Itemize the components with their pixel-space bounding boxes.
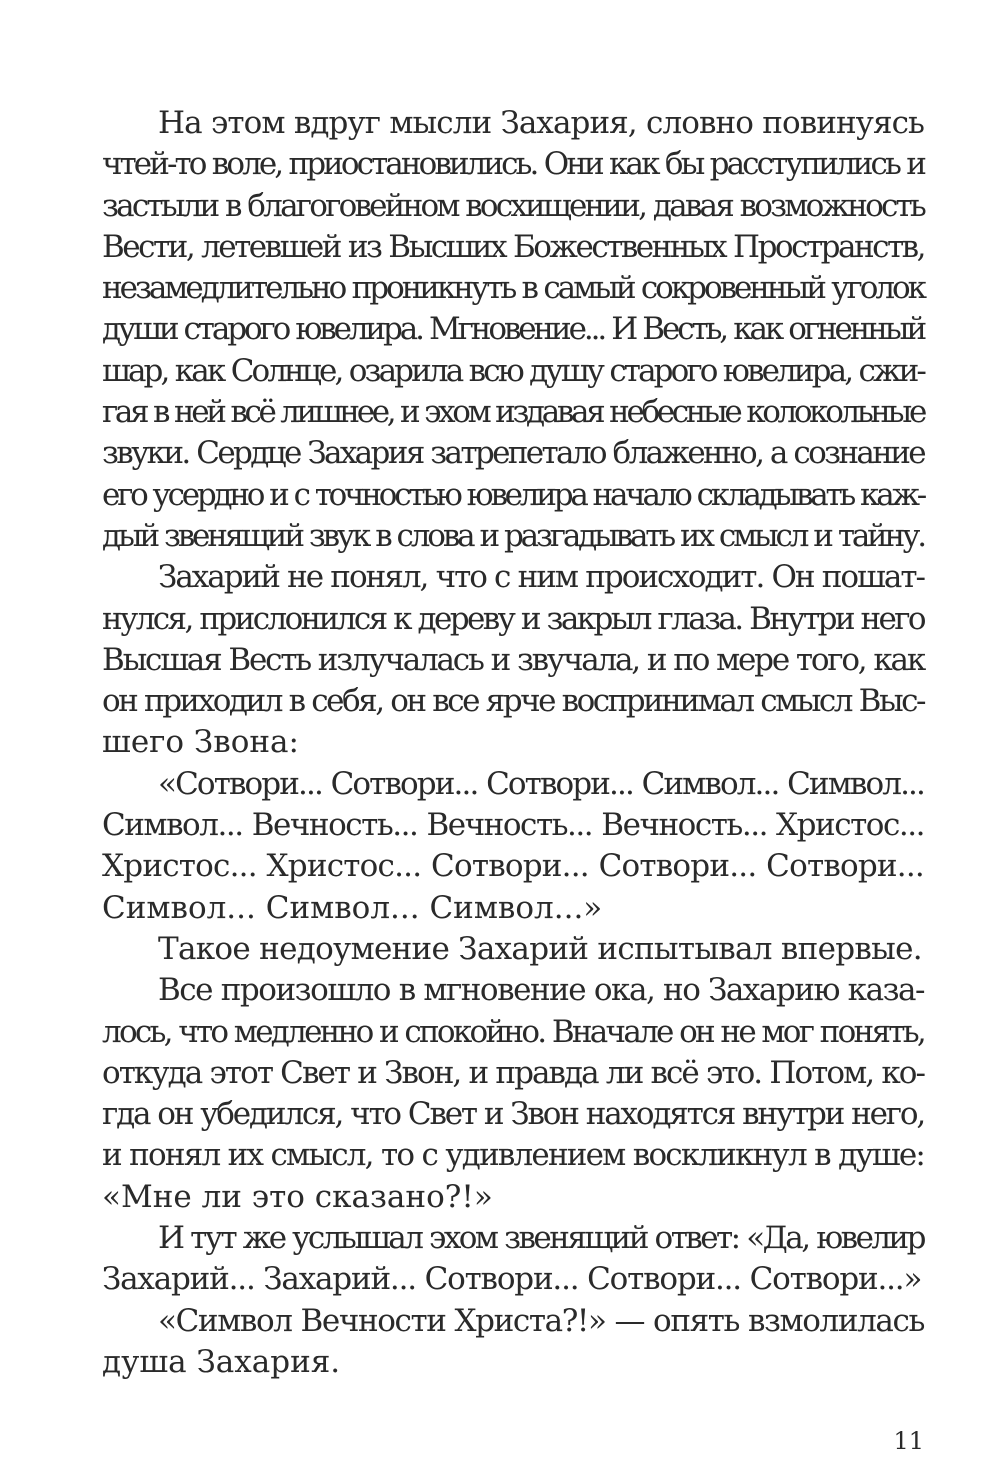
text-line: И тут же услышал эхом звенящий ответ: «Да, ювелир [158, 1220, 924, 1257]
text-line: незамедлительно проникнуть в самый сокровенный уголок [102, 270, 924, 307]
text-line: откуда этот Свет и Звон, и правда ли всё это. Потом, ко- [102, 1054, 924, 1091]
text-line: Высшая Весть излучалась и звучала, и по мере того, как [102, 641, 924, 678]
text-line: гая в ней всё лишнее, и эхом издавая небесные колокольные [102, 394, 924, 431]
text-line: застыли в благоговейном восхищении, давая возможность [102, 187, 924, 224]
text-line: Все произошло в мгновение ока, но Захарию каза- [158, 972, 924, 1009]
text-line: Вести, летевшей из Высших Божественных Пространств, [102, 228, 924, 265]
text-line: Захарий не понял, что с ним происходит. Он пошат- [158, 559, 924, 596]
text-line: Захарий... Захарий... Сотвори... Сотвори... Сотвори...» [102, 1261, 922, 1298]
page-number: 11 [893, 1427, 924, 1455]
text-line: шар, как Солнце, озарила всю душу старого ювелира, сжи- [102, 352, 924, 389]
text-line: он приходил в себя, он все ярче воспринимал смысл Выс- [102, 683, 924, 720]
text-line: и понял их смысл, то с удивлением воскликнул в душе: [102, 1137, 924, 1174]
text-line: Христос... Христос... Сотвори... Сотвори... Сотвори... [102, 848, 924, 885]
text-line: гда он убедился, что Свет и Звон находятся внутри него, [102, 1096, 924, 1133]
text-line: душа Захария. [102, 1343, 341, 1380]
text-line: «Сотвори... Сотвори... Сотвори... Символ... Символ... [158, 765, 924, 802]
text-line: Такое недоумение Захарий испытывал впервые. [158, 930, 922, 967]
text-line: чтей-то воле, приостановились. Они как бы расступились и [102, 146, 924, 183]
text-line: Символ... Символ... Символ...» [102, 889, 603, 926]
text-line: шего Звона: [102, 724, 299, 761]
text-line: «Мне ли это сказано?!» [102, 1178, 493, 1215]
text-line: Символ... Вечность... Вечность... Вечность... Христос... [102, 807, 924, 844]
text-line: «Символ Вечности Христа?!» — опять взмолилась [158, 1302, 924, 1339]
text-line: На этом вдруг мысли Захария, словно повинуясь [158, 105, 924, 141]
text-line: звуки. Сердце Захария затрепетало блаженно, а сознание [102, 435, 924, 472]
body-text [102, 103, 924, 1383]
text-line: дый звенящий звук в слова и разгадывать их смысл и тайну. [102, 517, 924, 554]
text-line: лось, что медленно и спокойно. Вначале он не мог понять, [102, 1013, 924, 1050]
text-line: его усердно и с точностью ювелира начало складывать каж- [102, 476, 924, 513]
text-line: души старого ювелира. Мгновение... И Весть, как огненный [102, 311, 924, 348]
text-line: нулся, прислонился к дереву и закрыл глаза. Внутри него [102, 600, 924, 637]
